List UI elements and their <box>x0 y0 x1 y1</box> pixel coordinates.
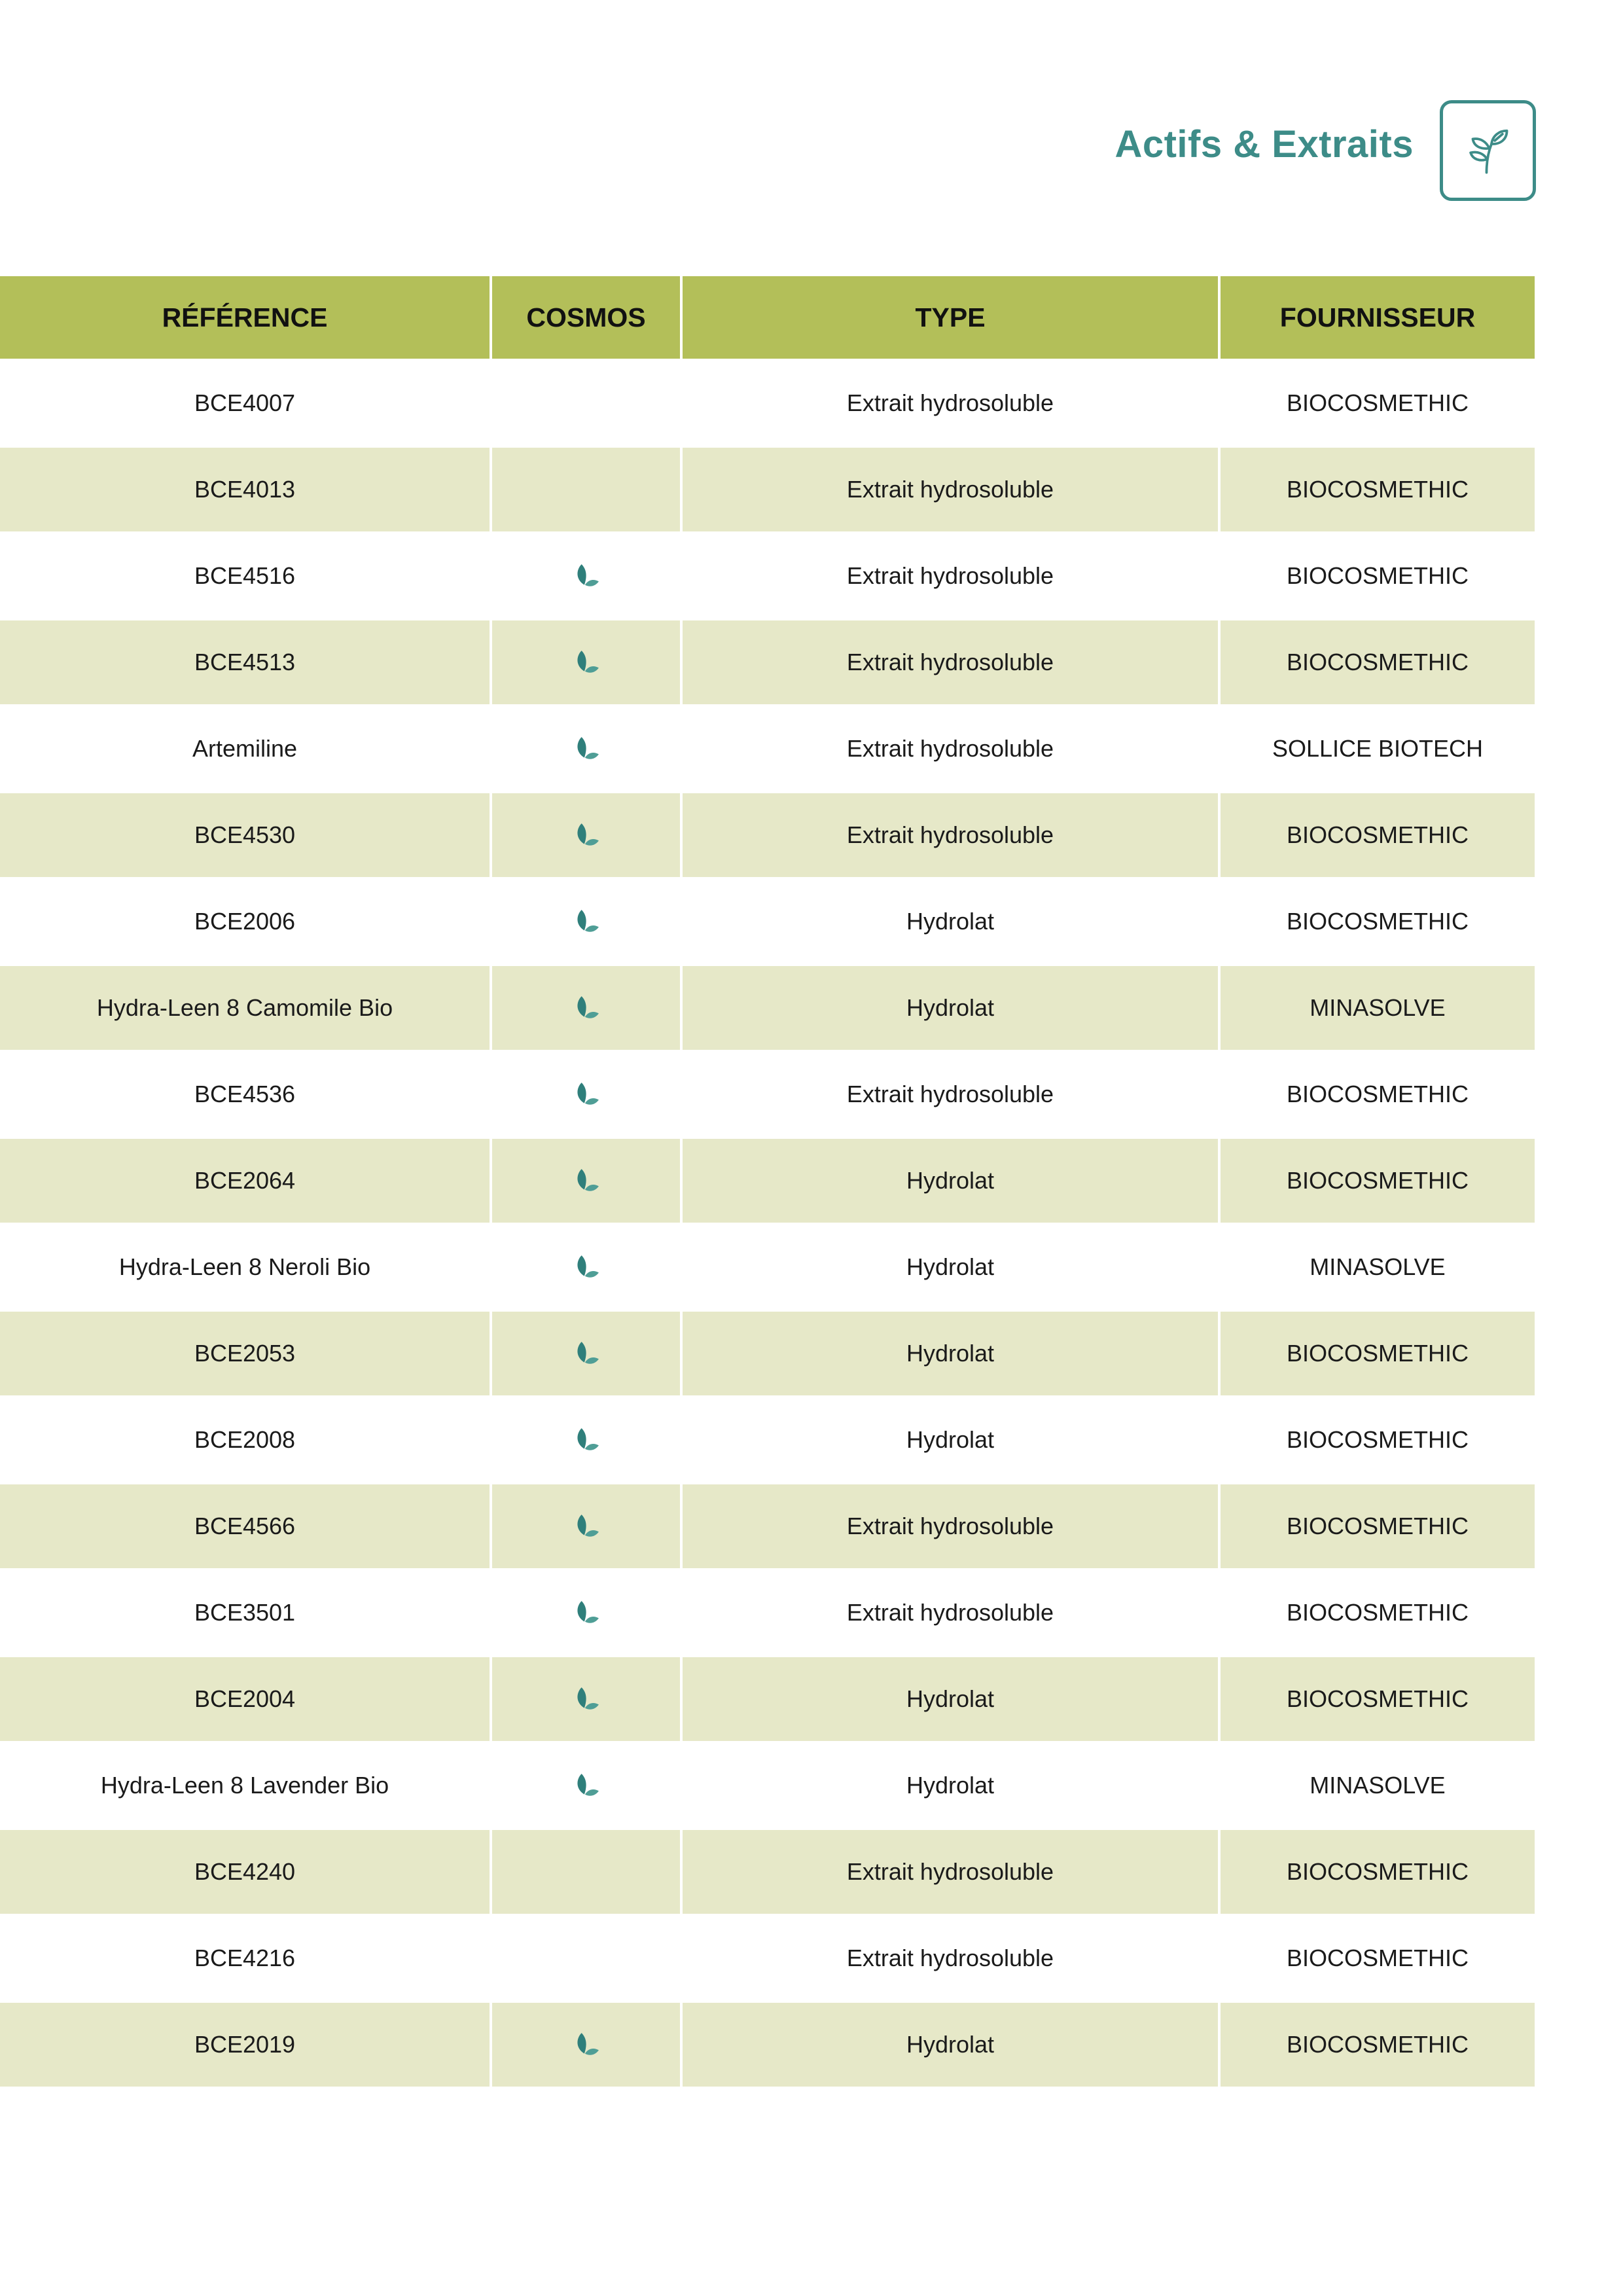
cosmos-cell <box>492 2003 680 2087</box>
type-cell: Hydrolat <box>683 1139 1218 1223</box>
reference-cell: Hydra-Leen 8 Lavender Bio <box>100 1772 389 1799</box>
supplier-cell: BIOCOSMETHIC <box>1221 448 1535 531</box>
column-header-type: TYPE <box>683 276 1218 359</box>
table-row <box>0 880 1535 963</box>
supplier-cell: BIOCOSMETHIC <box>1286 1945 1469 1971</box>
page-title: Actifs & Extraits <box>1115 123 1414 166</box>
column-header-reference: RÉFÉRENCE <box>0 276 490 359</box>
reference-cell: BCE4530 <box>0 793 490 877</box>
supplier-cell: BIOCOSMETHIC <box>1286 562 1469 589</box>
type-cell: Extrait hydrosoluble <box>683 448 1218 531</box>
type-cell: Hydrolat <box>906 1426 995 1453</box>
leaf-icon <box>573 735 600 762</box>
cosmos-cell <box>492 1312 680 1395</box>
table-row <box>0 1398 1535 1482</box>
reference-cell: BCE4516 <box>194 562 296 589</box>
section-icon-box <box>1440 100 1536 201</box>
reference-cell: Artemiline <box>192 735 298 762</box>
reference-cell: BCE4240 <box>0 1830 490 1914</box>
cosmos-cell <box>492 793 680 877</box>
leaf-icon <box>573 1599 600 1626</box>
type-cell: Extrait hydrosoluble <box>846 562 1054 589</box>
reference-cell: BCE2064 <box>0 1139 490 1223</box>
table-row <box>0 1312 1535 1395</box>
table-row <box>0 1744 1535 1827</box>
supplier-cell: BIOCOSMETHIC <box>1221 793 1535 877</box>
cosmos-cell <box>492 880 680 963</box>
reference-cell: BCE4536 <box>194 1081 296 1107</box>
type-cell: Extrait hydrosoluble <box>846 389 1054 416</box>
type-cell: Extrait hydrosoluble <box>683 793 1218 877</box>
supplier-cell: BIOCOSMETHIC <box>1221 1484 1535 1568</box>
type-cell: Extrait hydrosoluble <box>683 620 1218 704</box>
supplier-cell: BIOCOSMETHIC <box>1286 389 1469 416</box>
table-row <box>0 1139 1535 1223</box>
table-body <box>0 361 1535 2087</box>
type-cell: Extrait hydrosoluble <box>683 1484 1218 1568</box>
reference-cell: BCE4013 <box>0 448 490 531</box>
table-row <box>0 1225 1535 1309</box>
table-row <box>0 361 1535 445</box>
leaf-icon <box>573 649 600 676</box>
table-row <box>0 793 1535 877</box>
cosmos-cell <box>492 1139 680 1223</box>
type-cell: Extrait hydrosoluble <box>846 1599 1054 1626</box>
type-cell: Extrait hydrosoluble <box>846 1945 1054 1971</box>
type-cell: Hydrolat <box>683 966 1218 1050</box>
leaf-icon <box>573 1685 600 1713</box>
table-row <box>0 620 1535 704</box>
supplier-cell: BIOCOSMETHIC <box>1286 1081 1469 1107</box>
type-cell: Hydrolat <box>683 1657 1218 1741</box>
cosmos-cell <box>492 448 680 531</box>
type-cell: Extrait hydrosoluble <box>846 735 1054 762</box>
table-row <box>0 1052 1535 1136</box>
reference-cell: BCE2008 <box>194 1426 296 1453</box>
type-cell: Hydrolat <box>906 1253 995 1280</box>
table-row <box>0 1657 1535 1741</box>
supplier-cell: BIOCOSMETHIC <box>1221 1830 1535 1914</box>
table-row <box>0 1484 1535 1568</box>
cosmos-cell <box>492 1398 680 1482</box>
table-row <box>0 966 1535 1050</box>
reference-cell: BCE2004 <box>0 1657 490 1741</box>
leaf-icon <box>573 2031 600 2058</box>
supplier-cell: BIOCOSMETHIC <box>1286 1599 1469 1626</box>
type-cell: Extrait hydrosoluble <box>846 1081 1054 1107</box>
table-row <box>0 2003 1535 2087</box>
reference-cell: BCE4007 <box>194 389 296 416</box>
supplier-cell: MINASOLVE <box>1310 1772 1446 1799</box>
column-header-supplier: FOURNISSEUR <box>1221 276 1535 359</box>
cosmos-cell <box>492 966 680 1050</box>
reference-cell: BCE2006 <box>194 908 296 935</box>
reference-cell: BCE4566 <box>0 1484 490 1568</box>
leaf-icon <box>573 562 600 590</box>
leaf-icon <box>573 1340 600 1367</box>
column-header-cosmos: COSMOS <box>492 276 680 359</box>
type-cell: Hydrolat <box>906 908 995 935</box>
cosmos-cell <box>492 1484 680 1568</box>
supplier-cell: MINASOLVE <box>1310 1253 1446 1280</box>
reference-cell: Hydra-Leen 8 Neroli Bio <box>118 1253 371 1280</box>
supplier-cell: BIOCOSMETHIC <box>1221 620 1535 704</box>
cosmos-cell <box>492 1571 680 1655</box>
table-row <box>0 707 1535 791</box>
cosmos-cell <box>492 1052 680 1136</box>
leaf-icon <box>573 1167 600 1194</box>
supplier-cell: BIOCOSMETHIC <box>1221 2003 1535 2087</box>
cosmos-cell <box>492 1657 680 1741</box>
table-row <box>0 1830 1535 1914</box>
products-table <box>0 276 1535 2087</box>
cosmos-cell <box>492 707 680 791</box>
reference-cell: BCE4513 <box>0 620 490 704</box>
reference-cell: BCE2019 <box>0 2003 490 2087</box>
supplier-cell: MINASOLVE <box>1221 966 1535 1050</box>
reference-cell: BCE3501 <box>194 1599 296 1626</box>
cosmos-cell <box>492 1916 680 2000</box>
supplier-cell: BIOCOSMETHIC <box>1221 1312 1535 1395</box>
leaf-icon <box>573 1081 600 1108</box>
type-cell: Extrait hydrosoluble <box>683 1830 1218 1914</box>
supplier-cell: BIOCOSMETHIC <box>1286 1426 1469 1453</box>
reference-cell: BCE2053 <box>0 1312 490 1395</box>
type-cell: Hydrolat <box>906 1772 995 1799</box>
leaf-icon <box>573 908 600 935</box>
table-header-row <box>0 276 1535 359</box>
leaf-icon <box>573 1513 600 1540</box>
cosmos-cell <box>492 1830 680 1914</box>
table-row <box>0 1916 1535 2000</box>
table-row <box>0 1571 1535 1655</box>
supplier-cell: BIOCOSMETHIC <box>1221 1139 1535 1223</box>
reference-cell: BCE4216 <box>194 1945 296 1971</box>
cosmos-cell <box>492 620 680 704</box>
leaf-icon <box>573 1253 600 1281</box>
type-cell: Hydrolat <box>683 1312 1218 1395</box>
type-cell: Hydrolat <box>683 2003 1218 2087</box>
table-row <box>0 534 1535 618</box>
reference-cell: Hydra-Leen 8 Camomile Bio <box>0 966 490 1050</box>
table-row <box>0 448 1535 531</box>
cosmos-cell <box>492 361 680 445</box>
supplier-cell: SOLLICE BIOTECH <box>1272 735 1484 762</box>
leaf-icon <box>573 1772 600 1799</box>
cosmos-cell <box>492 1744 680 1827</box>
leaf-icon <box>573 1426 600 1454</box>
leaf-icon <box>573 821 600 849</box>
leaf-icon <box>573 994 600 1022</box>
cosmos-cell <box>492 534 680 618</box>
supplier-cell: BIOCOSMETHIC <box>1286 908 1469 935</box>
supplier-cell: BIOCOSMETHIC <box>1221 1657 1535 1741</box>
cosmos-cell <box>492 1225 680 1309</box>
sprout-icon <box>1461 123 1516 178</box>
